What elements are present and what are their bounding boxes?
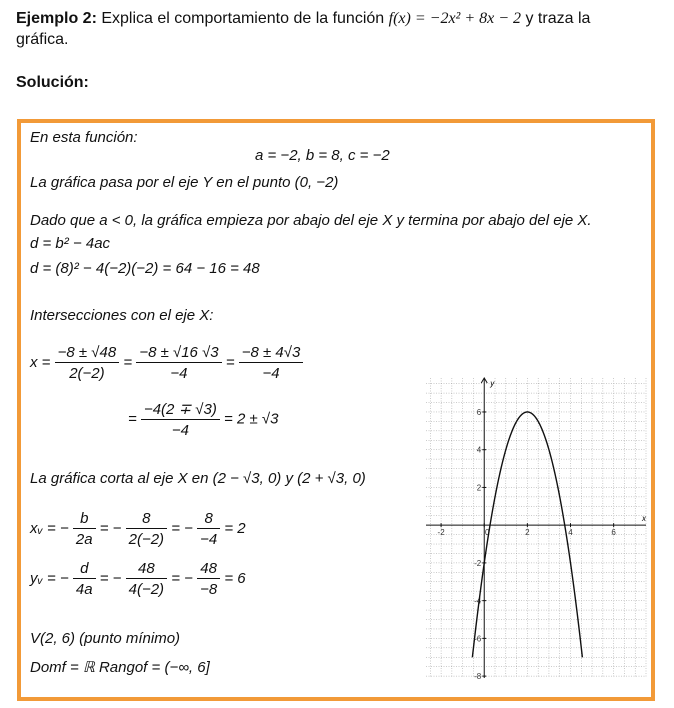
y-intercept-text: La gráfica pasa por el eje Y en el punto (0, −2) — [30, 174, 339, 191]
yv-result: = 6 — [224, 569, 246, 587]
fraction — [55, 344, 120, 382]
numerator: −8 ± 4√3 — [239, 344, 304, 363]
denominator: −4 — [171, 422, 189, 439]
x-tick-label: 6 — [611, 528, 616, 538]
x-lhs: x = — [30, 353, 51, 371]
denominator: 4a — [75, 581, 93, 598]
discriminant-formula: d = b² − 4ac — [30, 235, 111, 252]
numerator: 48 — [126, 560, 167, 579]
function-expression: f(x) = −2x² + 8x − 2 — [388, 10, 522, 27]
x-formula-line-2: = $\frac{-4(2 \mp √3)}{-4}$ = 2 ± √3 — [128, 401, 279, 439]
tick-labels — [438, 408, 617, 681]
coefficients: a = −2, b = 8, c = −2 — [255, 147, 390, 164]
numerator: 8 — [126, 510, 167, 529]
vertex-x-formula: xᵥ = − $\frac{b}{2a}$ = − $\frac{8}{2(-2)}$ = − $\frac{8}{-4}$ = 2 — [30, 510, 246, 548]
y-tick-label: -2 — [474, 558, 482, 568]
y-tick-label: 2 — [476, 483, 482, 493]
cuts-text: La gráfica corta al eje X en (2 − √3, 0) y (2 + √3, 0) — [30, 470, 366, 487]
y-tick-label: -6 — [474, 634, 482, 644]
vertex-text: V(2, 6) (punto mínimo) — [30, 630, 181, 647]
x-axis-label: x — [642, 514, 646, 524]
x-tick-label: 4 — [568, 528, 573, 538]
y-axis-label: y — [490, 379, 495, 388]
x-tick-label: -2 — [437, 528, 445, 538]
denominator: 4(−2) — [128, 581, 165, 598]
numerator: −4(2 ∓ √3) — [141, 400, 220, 420]
discriminant-calc: d = (8)² − 4(−2)(−2) = 64 − 16 = 48 — [30, 260, 260, 277]
solution-label: Solución: — [16, 74, 89, 91]
xv-lhs: xᵥ = − — [30, 519, 69, 537]
numerator: 48 — [197, 560, 220, 579]
example-label: Ejemplo 2: — [16, 10, 97, 27]
denominator: 2(−2) — [69, 365, 105, 382]
fraction — [126, 510, 167, 548]
y-tick-label: 4 — [476, 445, 482, 455]
x-tick-label: 2 — [525, 528, 530, 538]
prompt-tail-2: gráfica. — [16, 31, 69, 48]
opening-text: Dado que a < 0, la gráfica empieza por abajo del eje X y termina por abajo del eje X. — [30, 212, 592, 229]
fraction — [73, 560, 96, 598]
domain-range: Domf = ℝ Rangof = (−∞, 6] — [30, 659, 210, 676]
numerator: 8 — [197, 510, 220, 529]
fraction — [197, 560, 220, 598]
prompt-tail: y traza la — [525, 10, 591, 27]
example-statement — [16, 8, 666, 50]
xv-result: = 2 — [224, 519, 246, 537]
denominator: −4 — [200, 531, 218, 548]
numerator: −8 ± √16 √3 — [136, 344, 221, 363]
fraction — [73, 510, 96, 548]
fraction — [141, 400, 220, 439]
fraction — [136, 344, 221, 382]
denominator: −4 — [170, 365, 188, 382]
y-tick-label: -4 — [474, 596, 482, 606]
prompt-text: Explica el comportamiento de la función — [101, 10, 385, 27]
denominator: 2a — [75, 531, 93, 548]
fraction — [239, 344, 304, 382]
denominator: −8 — [200, 581, 218, 598]
y-tick-label: 6 — [476, 407, 482, 417]
denominator: 2(−2) — [128, 531, 165, 548]
fraction — [126, 560, 167, 598]
vertex-y-formula: yᵥ = − $\frac{d}{4a}$ = − $\frac{48}{4(-2)}$ = − $\frac{48}{-8}$ = 6 — [30, 560, 246, 598]
denominator: −4 — [262, 365, 280, 382]
x-formula-line-1: x = $\frac{-8 \pm √48}{2(-2)}$ = $\frac{-8 \pm √16 √3}{-4}$ = $\frac{-8 \pm 4√3}{-4}$ — [30, 344, 303, 382]
fraction — [197, 510, 220, 548]
yv-lhs: yᵥ = − — [30, 569, 69, 587]
y-tick-label: -8 — [474, 672, 482, 682]
intersections-title: Intersecciones con el eje X: — [30, 307, 214, 324]
numerator: b — [73, 510, 96, 529]
x-result: = 2 ± √3 — [224, 410, 279, 428]
numerator: d — [73, 560, 96, 579]
numerator: −8 ± √48 — [55, 344, 120, 363]
intro-text: En esta función: — [30, 129, 138, 146]
parabola-graph — [420, 372, 652, 684]
x-tick-label: 0 — [485, 528, 490, 538]
